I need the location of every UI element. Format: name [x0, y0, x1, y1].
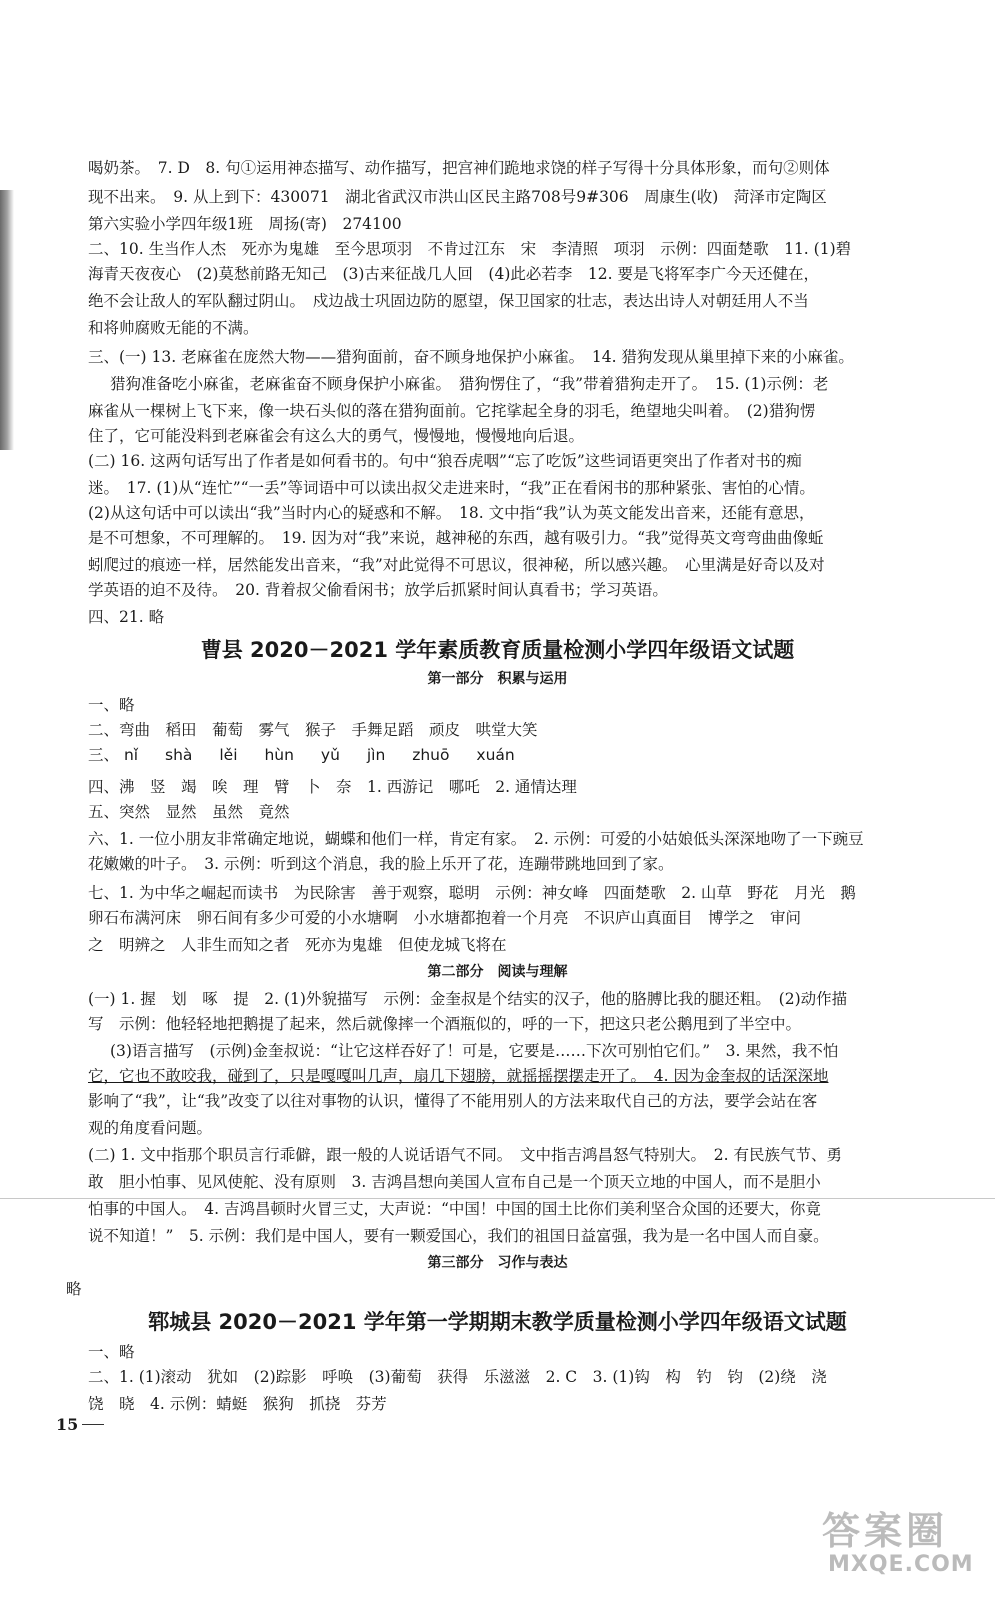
binding-shadow [0, 190, 14, 450]
text-line: 第六实验小学四年级1班 周扬(寄) 274100 [88, 215, 402, 233]
text-line: 绝不会让敌人的军队翻过阴山。 戍边战士巩固边防的愿望，保卫国家的壮志，表达出诗人对朝廷用人不当 [88, 292, 809, 310]
text-line: 略 [66, 1280, 82, 1298]
text-line: 是不可想象，不可理解的。 19. 因为对“我”来说，越神秘的东西，越有吸引力。“我”觉得英文弯弯曲曲像蚯 [88, 529, 824, 547]
text-line: 麻雀从一棵树上飞下来，像一块石头似的落在猎狗面前。它挓挲起全身的羽毛，绝望地尖叫着。 (2)猎狗愣 [88, 402, 816, 420]
exam-title: 曹县 2020－2021 学年素质教育质量检测小学四年级语文试题 [200, 638, 795, 662]
page-number: 15 [56, 1415, 79, 1434]
text-line: (2)从这句话中可以读出“我”当时内心的疑惑和不解。 18. 文中指“我”认为英文能发出音来，还能有意思， [88, 504, 815, 522]
text-line: 猎狗准备吃小麻雀，老麻雀奋不顾身保护小麻雀。 猎狗愣住了，“我”带着猎狗走开了。 15. (1)示例：老 [110, 375, 829, 393]
watermark-text: 答案圈 [822, 1509, 949, 1553]
pinyin-item: lěi [219, 746, 238, 764]
pinyin-item: xuán [476, 746, 515, 764]
text-line: 敢 胆小怕事、见风使舵、没有原则 3. 吉鸿昌想向美国人宣布自己是一个顶天立地的中国人，而不是胆小 [88, 1173, 821, 1191]
pinyin-item: jìn [366, 746, 386, 764]
text-line: 四、沸 竖 竭 唉 理 臂 卜 奈 1. 西游记 哪吒 2. 通情达理 [88, 778, 577, 796]
pinyin-item: shà [165, 746, 193, 764]
divider [0, 1198, 995, 1199]
text-line: 花嫩嫩的叶子。 3. 示例：听到这个消息，我的脸上乐开了花，连蹦带跳地回到了家。 [88, 855, 674, 873]
exam-title: 郓城县 2020－2021 学年第一学期期末教学质量检测小学四年级语文试题 [148, 1310, 847, 1334]
text-line: 六、1. 一位小朋友非常确定地说，蝴蝶和他们一样，肯定有家。 2. 示例：可爱的小姑娘低头深深地吻了一下豌豆 [88, 830, 864, 848]
text-line: 住了，它可能没料到老麻雀会有这么大的勇气，慢慢地，慢慢地向后退。 [88, 427, 585, 445]
text-line: 迷。 17. (1)从“连忙”“一丢”等词语中可以读出叔父走进来时，“我”正在看闲书的那种紧张、害怕的心情。 [88, 479, 815, 497]
text-line: (一) 1. 握 划 啄 提 2. (1)外貌描写 示例：金奎叔是个结实的汉子，他的胳膊比我的腿还粗。 (2)动作描 [88, 990, 848, 1008]
text-line: 一、略 [88, 696, 135, 714]
watermark-url: MXQE.COM [828, 1552, 974, 1577]
text-line: 蚓爬过的痕迹一样，居然能发出音来，“我”对此觉得不可思议，很神秘，所以感兴趣。 心里满是好奇以及对 [88, 556, 825, 574]
text-line: 四、21. 略 [88, 608, 165, 626]
text-line: 海青天夜夜心 (2)莫愁前路无知己 (3)古来征战几人回 (4)此必若李 12. 要是飞将军李广今天还健在， [88, 265, 819, 283]
text-line: (3)语言描写 (示例)金奎叔说：“让它这样吞好了！可是，它要是……下次可别怕它们。” 3. 果然，我不怕 [110, 1042, 839, 1060]
text-line: 写 示例：他轻轻地把鹅提了起来，然后就像摔一个酒瓶似的，呼的一下，把这只老公鹅甩到了半空中。 [88, 1015, 802, 1033]
text-line: 卵石布满河床 卵石间有多少可爱的小水塘啊 小水塘都抱着一个月亮 不识庐山真面目 博学之 审问 [88, 909, 802, 927]
text-line: 和将帅腐败无能的不满。 [88, 319, 259, 337]
text-line: 二、弯曲 稻田 葡萄 雾气 猴子 手舞足蹈 顽皮 哄堂大笑 [88, 721, 538, 739]
watermark-logo [820, 1500, 980, 1590]
text-line: (二) 1. 文中指那个职员言行乖僻，跟一般的人说话语气不同。 文中指吉鸿昌怒气特别大。 2. 有民族气节、勇 [88, 1146, 842, 1164]
page-number-dash [82, 1424, 104, 1425]
pinyin-item: hùn [264, 746, 294, 764]
text-line: 它，它也不敢咬我，碰到了，只是嘎嘎叫几声，扇几下翅膀，就摇摇摆摆走开了。 4. 因为金奎叔的话深深地 [88, 1067, 829, 1085]
section-heading: 第三部分 习作与表达 [427, 1255, 568, 1271]
pinyin-item: nǐ [123, 746, 139, 764]
text-line: 喝奶茶。 7. D 8. 句①运用神态描写、动作描写，把宫神们跪地求饶的样子写得十分具体形象，而句②则体 [88, 159, 830, 177]
text-line: 说不知道！” 5. 示例：我们是中国人，要有一颗爱国心，我们的祖国日益富强，我为是一名中国人而自豪。 [88, 1227, 829, 1245]
text-line: 五、突然 显然 虽然 竟然 [88, 803, 290, 821]
text-line: 一、略 [88, 1343, 135, 1361]
pinyin-item: yǔ [320, 746, 340, 764]
text-line: 二、1. (1)滚动 犹如 (2)踪影 呼唤 (3)葡萄 获得 乐滋滋 2. C 3. (1)钩 构 钓 钧 (2)绕 浇 [88, 1368, 827, 1386]
text-line: 饶 晓 4. 示例：蜻蜓 猴狗 抓挠 芬芳 [88, 1395, 387, 1413]
text-line: 影响了“我”，让“我”改变了以往对事物的认识，懂得了不能用别人的方法来取代自己的方法，要学会站在客 [88, 1092, 818, 1110]
pinyin-line [88, 743, 908, 767]
text-line: 三、(一) 13. 老麻雀在庞然大物——猎狗面前，奋不顾身地保护小麻雀。 14. 猎狗发现从巢里掉下来的小麻雀。 [88, 348, 854, 366]
text-line: (二) 16. 这两句话写出了作者是如何看书的。句中“狼吞虎咽”“忘了吃饭”这些词语更突出了作者对书的痴 [88, 452, 802, 470]
text-line: 观的角度看问题。 [88, 1119, 213, 1137]
pinyin-prefix: 三、 [88, 746, 120, 764]
text-line: 现不出来。 9. 从上到下：430071 湖北省武汉市洪山区民主路708号9#306 周康生(收) 菏泽市定陶区 [88, 188, 827, 206]
section-heading: 第一部分 积累与运用 [427, 671, 568, 687]
section-heading: 第二部分 阅读与理解 [427, 964, 568, 980]
text-line: 二、10. 生当作人杰 死亦为鬼雄 至今思项羽 不肯过江东 宋 李清照 项羽 示例：四面楚歌 11. (1)碧 [88, 240, 852, 258]
pinyin-item: zhuō [412, 746, 450, 764]
text-line: 怕事的中国人。 4. 吉鸿昌顿时火冒三丈，大声说：“中国！中国的国土比你们美利坚合众国的还要大，你竟 [88, 1200, 821, 1218]
text-line: 七、1. 为中华之崛起而读书 为民除害 善于观察，聪明 示例：神女峰 四面楚歌 2. 山草 野花 月光 鹅 [88, 884, 856, 902]
text-line: 之 明辨之 人非生而知之者 死亦为鬼雄 但使龙城飞将在 [88, 936, 507, 954]
text-line: 学英语的迫不及待。 20. 背着叔父偷看闲书；放学后抓紧时间认真看书；学习英语。 [88, 581, 668, 599]
